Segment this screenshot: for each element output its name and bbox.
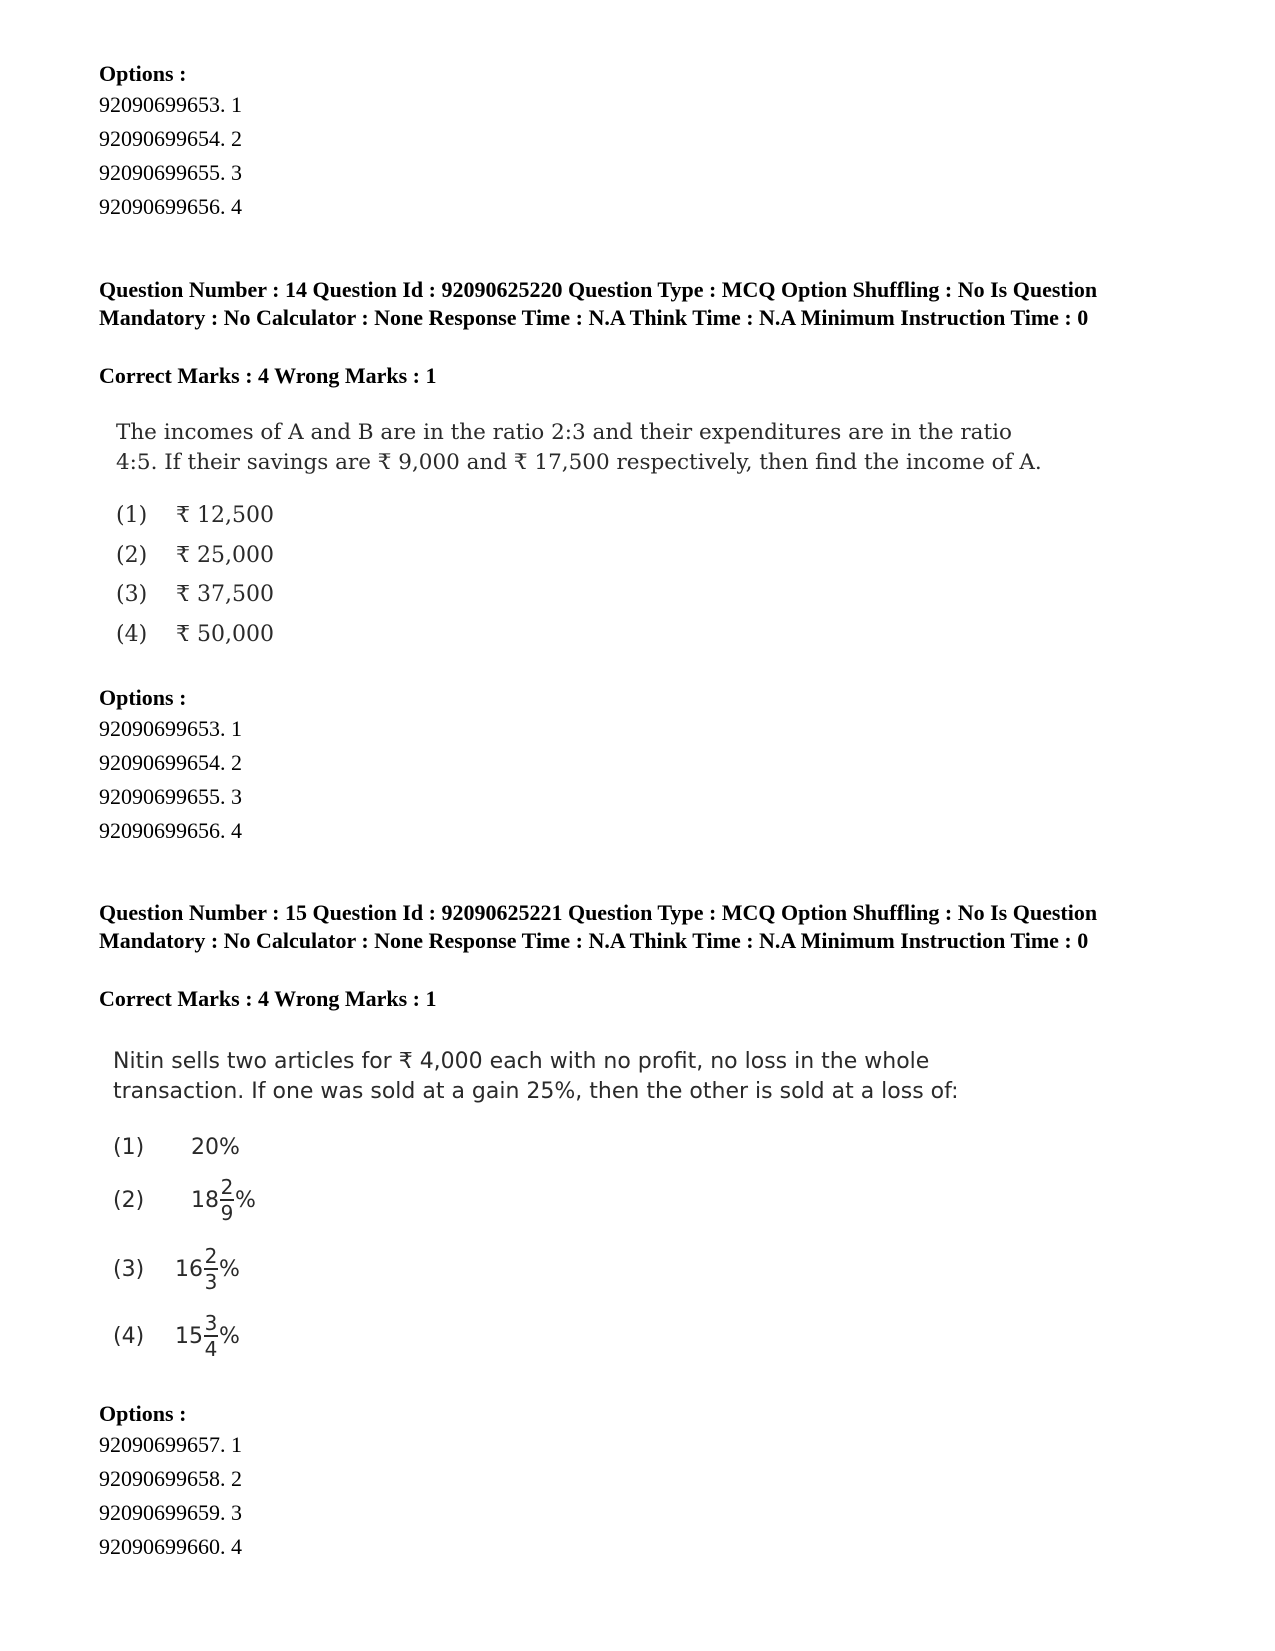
question-14-stem-line-2: 4:5. If their savings are ₹ 9,000 and ₹ 17,500 respectively, then find the income of A.	[116, 450, 1042, 475]
question-14-choice-1	[116, 501, 274, 531]
option-line: 92090699656. 4	[99, 818, 242, 843]
fraction-denominator: 3	[204, 1270, 218, 1294]
question-15-header: Question Number : 15 Question Id : 92090625221 Question Type : MCQ Option Shuffling : No Is Question Mandatory : No Calculator : None Response Time : N.A Think Time : N.A Minimum Instruction Time : 0	[99, 900, 1098, 953]
choice-whole: 15	[175, 1323, 203, 1349]
choice-number: (2)	[116, 543, 148, 568]
fraction	[204, 1245, 218, 1293]
choice-text: ₹ 12,500	[176, 503, 274, 528]
choice-whole: 18	[191, 1187, 219, 1213]
choice-suffix: %	[219, 1323, 240, 1349]
question-15-stem-line-2: transaction. If one was sold at a gain 25%, then the other is sold at a loss of:	[113, 1079, 959, 1104]
choice-whole: 16	[175, 1256, 203, 1282]
question-14-choice-2	[116, 541, 274, 571]
option-line: 92090699655. 3	[99, 160, 242, 185]
choice-suffix: %	[219, 1256, 240, 1282]
question-15-marks: Correct Marks : 4 Wrong Marks : 1	[99, 986, 437, 1011]
question-14-choice-4	[116, 620, 274, 650]
question-15-choice-3	[113, 1243, 240, 1295]
fraction-numerator: 2	[220, 1175, 234, 1199]
options-title: Options :	[99, 685, 187, 710]
top-options-block	[99, 60, 242, 224]
option-line: 92090699653. 1	[99, 716, 242, 741]
option-line: 92090699660. 4	[99, 1534, 242, 1559]
choice-text: ₹ 50,000	[176, 622, 274, 647]
choice-number: (3)	[116, 582, 148, 607]
fraction	[204, 1312, 218, 1360]
question-14-stem-line-1: The incomes of A and B are in the ratio 2:3 and their expenditures are in the ratio	[116, 420, 1012, 445]
question-15-choice-2	[113, 1174, 256, 1226]
question-14-choice-3	[116, 580, 274, 610]
question-14-options-block	[99, 684, 242, 848]
option-line: 92090699658. 2	[99, 1466, 242, 1491]
choice-number: (3)	[113, 1256, 145, 1282]
question-14-marks: Correct Marks : 4 Wrong Marks : 1	[99, 363, 437, 388]
question-15-choice-4	[113, 1310, 240, 1362]
option-line: 92090699657. 1	[99, 1432, 242, 1457]
fraction-numerator: 2	[204, 1244, 218, 1268]
choice-suffix: %	[235, 1187, 256, 1213]
options-title: Options :	[99, 1401, 187, 1426]
options-title: Options :	[99, 61, 187, 86]
option-line: 92090699655. 3	[99, 784, 242, 809]
fraction-numerator: 3	[204, 1311, 218, 1335]
question-15-choice-1	[113, 1132, 240, 1162]
choice-text: ₹ 37,500	[176, 582, 274, 607]
choice-number: (4)	[113, 1323, 145, 1349]
option-line: 92090699653. 1	[99, 92, 242, 117]
fraction	[220, 1176, 234, 1224]
option-line: 92090699654. 2	[99, 750, 242, 775]
option-line: 92090699656. 4	[99, 194, 242, 219]
option-line: 92090699654. 2	[99, 126, 242, 151]
choice-number: (2)	[113, 1187, 145, 1213]
question-15-stem-line-1: Nitin sells two articles for ₹ 4,000 each with no profit, no loss in the whole	[113, 1049, 930, 1074]
fraction-denominator: 4	[204, 1337, 218, 1361]
choice-value: 20%	[191, 1134, 240, 1160]
option-line: 92090699659. 3	[99, 1500, 242, 1525]
question-14-header: Question Number : 14 Question Id : 92090625220 Question Type : MCQ Option Shuffling : No Is Question Mandatory : No Calculator : None Response Time : N.A Think Time : N.A Minimum Instruction Time : 0	[99, 277, 1098, 330]
choice-number: (1)	[116, 503, 148, 528]
choice-text: ₹ 25,000	[176, 543, 274, 568]
choice-number: (4)	[116, 622, 148, 647]
question-15-options-block	[99, 1400, 242, 1564]
choice-number: (1)	[113, 1134, 145, 1160]
fraction-denominator: 9	[220, 1201, 234, 1225]
